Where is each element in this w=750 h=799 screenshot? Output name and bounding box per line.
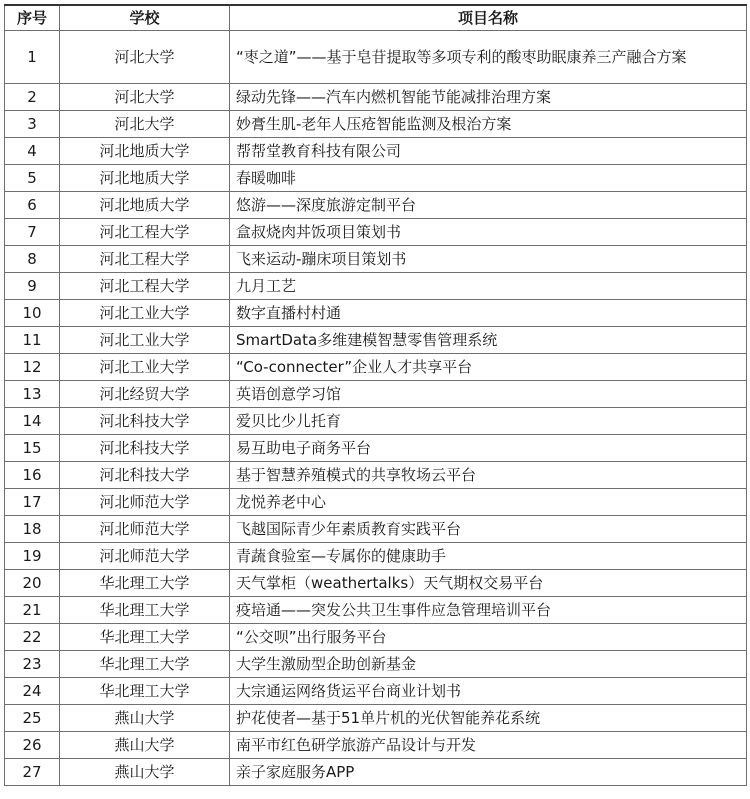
row-school: 燕山大学 bbox=[60, 732, 230, 759]
row-school: 河北工程大学 bbox=[60, 273, 230, 300]
row-project: 帮帮堂教育科技有限公司 bbox=[230, 138, 747, 165]
row-school: 燕山大学 bbox=[60, 705, 230, 732]
row-project: 易互助电子商务平台 bbox=[230, 435, 747, 462]
row-project: 大宗通运网络货运平台商业计划书 bbox=[230, 678, 747, 705]
row-project: 飞来运动-蹦床项目策划书 bbox=[230, 246, 747, 273]
table-row bbox=[5, 84, 747, 111]
project-list-document bbox=[4, 4, 746, 786]
row-project: 妙膏生肌-老年人压疮智能监测及根治方案 bbox=[230, 111, 747, 138]
header-school: 学校 bbox=[60, 5, 230, 31]
table-row bbox=[5, 678, 747, 705]
row-project: 悠游——深度旅游定制平台 bbox=[230, 192, 747, 219]
row-school: 河北大学 bbox=[60, 84, 230, 111]
row-index: 18 bbox=[5, 516, 60, 543]
row-project: 天气掌柜（weathertalks）天气期权交易平台 bbox=[230, 570, 747, 597]
row-school: 河北科技大学 bbox=[60, 408, 230, 435]
row-school: 河北地质大学 bbox=[60, 165, 230, 192]
row-project: 基于智慧养殖模式的共享牧场云平台 bbox=[230, 462, 747, 489]
header-project: 项目名称 bbox=[230, 5, 747, 31]
row-index: 5 bbox=[5, 165, 60, 192]
row-index: 23 bbox=[5, 651, 60, 678]
row-index: 11 bbox=[5, 327, 60, 354]
row-project: 春暖咖啡 bbox=[230, 165, 747, 192]
row-index: 8 bbox=[5, 246, 60, 273]
row-index: 7 bbox=[5, 219, 60, 246]
table-row bbox=[5, 273, 747, 300]
table-row bbox=[5, 597, 747, 624]
row-index: 3 bbox=[5, 111, 60, 138]
row-project: “公交呗”出行服务平台 bbox=[230, 624, 747, 651]
row-index: 10 bbox=[5, 300, 60, 327]
row-school: 华北理工大学 bbox=[60, 570, 230, 597]
row-school: 华北理工大学 bbox=[60, 624, 230, 651]
row-school: 燕山大学 bbox=[60, 759, 230, 786]
row-school: 华北理工大学 bbox=[60, 678, 230, 705]
header-index: 序号 bbox=[5, 5, 60, 31]
table-row bbox=[5, 354, 747, 381]
row-project: 爱贝比少儿托育 bbox=[230, 408, 747, 435]
row-school: 河北师范大学 bbox=[60, 543, 230, 570]
table-row bbox=[5, 570, 747, 597]
row-project: “Co-connecter”企业人才共享平台 bbox=[230, 354, 747, 381]
row-index: 20 bbox=[5, 570, 60, 597]
row-school: 河北经贸大学 bbox=[60, 381, 230, 408]
row-project: 绿动先锋——汽车内燃机智能节能减排治理方案 bbox=[230, 84, 747, 111]
row-index: 27 bbox=[5, 759, 60, 786]
table-row bbox=[5, 138, 747, 165]
table-row bbox=[5, 327, 747, 354]
table-row bbox=[5, 31, 747, 84]
row-school: 河北工业大学 bbox=[60, 300, 230, 327]
row-index: 17 bbox=[5, 489, 60, 516]
row-project: 疫培通——突发公共卫生事件应急管理培训平台 bbox=[230, 597, 747, 624]
row-index: 4 bbox=[5, 138, 60, 165]
table-row bbox=[5, 759, 747, 786]
row-project: 南平市红色研学旅游产品设计与开发 bbox=[230, 732, 747, 759]
project-table bbox=[4, 4, 747, 786]
row-project: “枣之道”——基于皂苷提取等多项专利的酸枣助眠康养三产融合方案 bbox=[230, 31, 747, 84]
row-project: 亲子家庭服务APP bbox=[230, 759, 747, 786]
row-index: 26 bbox=[5, 732, 60, 759]
row-school: 华北理工大学 bbox=[60, 651, 230, 678]
row-index: 13 bbox=[5, 381, 60, 408]
table-row bbox=[5, 435, 747, 462]
table-row bbox=[5, 192, 747, 219]
table-row bbox=[5, 462, 747, 489]
table-row bbox=[5, 516, 747, 543]
row-index: 25 bbox=[5, 705, 60, 732]
row-project: 九月工艺 bbox=[230, 273, 747, 300]
row-project: 英语创意学习馆 bbox=[230, 381, 747, 408]
table-row bbox=[5, 543, 747, 570]
row-school: 河北师范大学 bbox=[60, 489, 230, 516]
table-row bbox=[5, 408, 747, 435]
row-index: 22 bbox=[5, 624, 60, 651]
table-row bbox=[5, 165, 747, 192]
row-index: 16 bbox=[5, 462, 60, 489]
row-index: 15 bbox=[5, 435, 60, 462]
table-row bbox=[5, 651, 747, 678]
table-row bbox=[5, 246, 747, 273]
row-school: 河北地质大学 bbox=[60, 138, 230, 165]
row-project: 青蔬食验室—专属你的健康助手 bbox=[230, 543, 747, 570]
row-index: 6 bbox=[5, 192, 60, 219]
row-school: 河北科技大学 bbox=[60, 435, 230, 462]
row-school: 华北理工大学 bbox=[60, 597, 230, 624]
row-school: 河北工业大学 bbox=[60, 327, 230, 354]
table-row bbox=[5, 300, 747, 327]
row-project: 护花使者—基于51单片机的光伏智能养花系统 bbox=[230, 705, 747, 732]
row-school: 河北地质大学 bbox=[60, 192, 230, 219]
row-school: 河北工业大学 bbox=[60, 354, 230, 381]
row-school: 河北大学 bbox=[60, 111, 230, 138]
table-row bbox=[5, 732, 747, 759]
table-row bbox=[5, 219, 747, 246]
row-index: 12 bbox=[5, 354, 60, 381]
row-index: 2 bbox=[5, 84, 60, 111]
row-school: 河北师范大学 bbox=[60, 516, 230, 543]
row-project: 龙悦养老中心 bbox=[230, 489, 747, 516]
row-project: 数字直播村村通 bbox=[230, 300, 747, 327]
row-index: 14 bbox=[5, 408, 60, 435]
row-index: 21 bbox=[5, 597, 60, 624]
row-school: 河北工程大学 bbox=[60, 219, 230, 246]
row-index: 1 bbox=[5, 31, 60, 84]
row-project: 盒叔烧肉丼饭项目策划书 bbox=[230, 219, 747, 246]
table-row bbox=[5, 624, 747, 651]
row-project: 大学生激励型企助创新基金 bbox=[230, 651, 747, 678]
table-header bbox=[5, 5, 747, 31]
row-index: 9 bbox=[5, 273, 60, 300]
table-row bbox=[5, 111, 747, 138]
row-index: 24 bbox=[5, 678, 60, 705]
row-index: 19 bbox=[5, 543, 60, 570]
row-project: SmartData多维建模智慧零售管理系统 bbox=[230, 327, 747, 354]
row-school: 河北大学 bbox=[60, 31, 230, 84]
table-row bbox=[5, 381, 747, 408]
table-row bbox=[5, 489, 747, 516]
table-body bbox=[5, 31, 747, 786]
row-project: 飞越国际青少年素质教育实践平台 bbox=[230, 516, 747, 543]
table-row bbox=[5, 705, 747, 732]
row-school: 河北科技大学 bbox=[60, 462, 230, 489]
row-school: 河北工程大学 bbox=[60, 246, 230, 273]
